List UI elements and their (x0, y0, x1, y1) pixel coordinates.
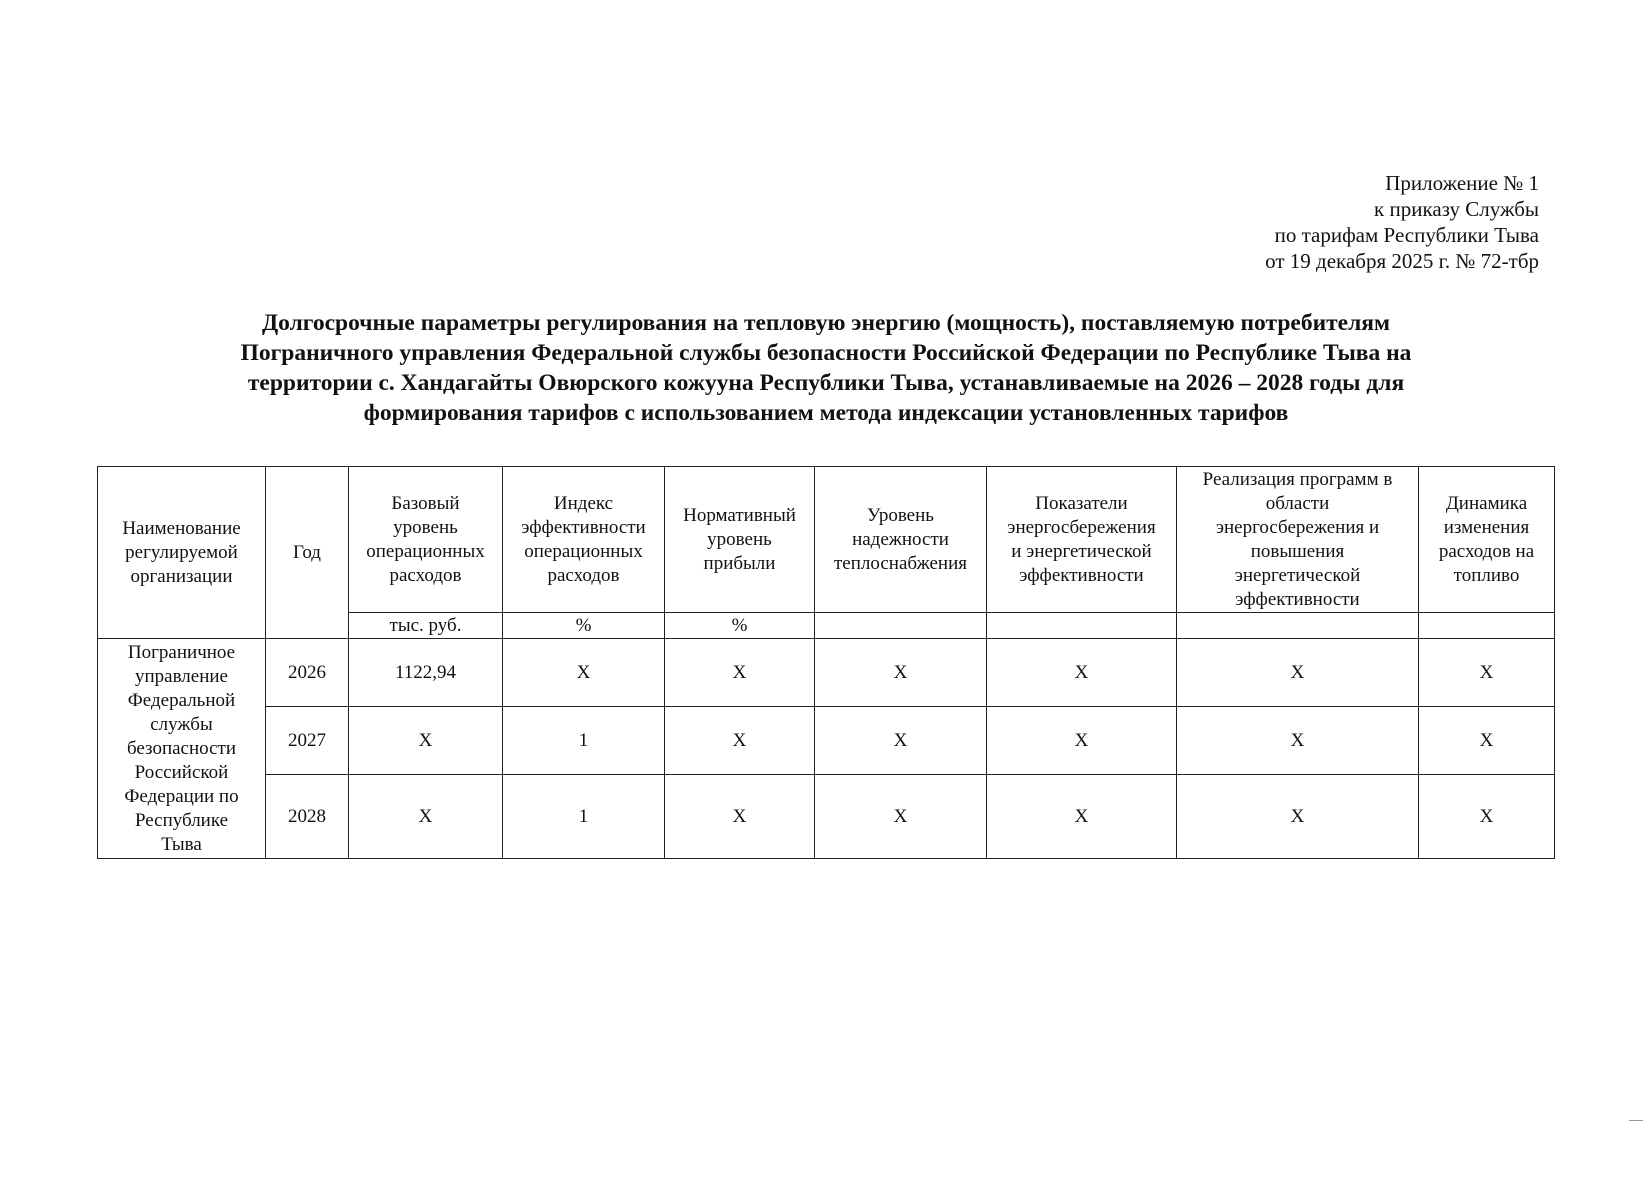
cell-line: Нормативный (683, 504, 796, 526)
cell-line: изменения (1443, 516, 1530, 538)
cell-programs: X (1177, 775, 1419, 859)
cell-line: Федерации по (124, 785, 239, 807)
cell-profit-level: X (665, 707, 815, 775)
cell-line: управление (134, 665, 228, 687)
document-title (100, 308, 1552, 428)
header-fuel-dynamics (1419, 467, 1555, 613)
cell-line: Федеральной (127, 689, 236, 711)
unit-efficiency-index: % (503, 613, 665, 639)
cell-line: Уровень (867, 504, 934, 526)
cell-year: 2028 (266, 775, 349, 859)
cell-line: Индекс (553, 492, 614, 514)
cell-line: регулируемой (125, 541, 238, 563)
cell-reliability: X (815, 639, 987, 707)
header-base-opex (349, 467, 503, 613)
cell-line: топливо (1453, 564, 1520, 586)
header-org (98, 467, 266, 639)
cell-fuel-dynamics: X (1419, 639, 1555, 707)
cell-line: эффективности (1019, 564, 1144, 586)
cell-line: уровень (393, 516, 458, 538)
unit-reliability (815, 613, 987, 639)
cell-line: надежности (852, 528, 949, 550)
cell-fuel-dynamics: X (1419, 775, 1555, 859)
cell-efficiency-index: 1 (503, 775, 665, 859)
cell-fuel-dynamics: X (1419, 707, 1555, 775)
cell-line: Год (293, 541, 321, 563)
cell-line: теплоснабжения (834, 552, 967, 574)
cell-line: Пограничное (127, 641, 236, 663)
title-line-4: формирования тарифов с использованием метода индексации установленных тарифов (363, 400, 1289, 426)
organization-name (98, 639, 266, 859)
cell-year: 2026 (266, 639, 349, 707)
header-row (98, 467, 1555, 613)
cell-line: Динамика (1445, 492, 1528, 514)
cell-line: Тыва (161, 833, 202, 855)
cell-profit-level: X (665, 775, 815, 859)
header-energy-indicators (987, 467, 1177, 613)
cell-line: операционных (524, 540, 643, 562)
cell-line: области (1265, 492, 1330, 514)
title-line-3: территории с. Хандагайты Овюрского кожууна Республики Тыва, устанавливаемые на 2026 – 2028 годы для (247, 370, 1405, 396)
cell-base-opex: X (349, 775, 503, 859)
appendix-order: к приказу Службы (1374, 197, 1539, 221)
cell-line: службы (150, 713, 213, 735)
header-reliability (815, 467, 987, 613)
unit-fuel-dynamics (1419, 613, 1555, 639)
cell-line: и энергетической (1011, 540, 1152, 562)
header-efficiency-index (503, 467, 665, 613)
cell-programs: X (1177, 639, 1419, 707)
header-profit-level (665, 467, 815, 613)
title-line-2: Пограничного управления Федеральной службы безопасности Российской Федерации по Республике Тыва на (240, 340, 1412, 366)
cell-line: Наименование (122, 517, 241, 539)
header-year (266, 467, 349, 639)
edge-mark (1629, 1120, 1643, 1121)
cell-line: расходов (389, 564, 462, 586)
header-programs (1177, 467, 1419, 613)
cell-line: операционных (366, 540, 485, 562)
cell-line: Республике (134, 809, 229, 831)
appendix-service: по тарифам Республики Тыва (1274, 223, 1539, 247)
cell-efficiency-index: 1 (503, 707, 665, 775)
cell-line: энергосбережения (1007, 516, 1156, 538)
cell-energy-indicators: X (987, 707, 1177, 775)
table-row (98, 775, 1555, 859)
table-row (98, 639, 1555, 707)
unit-programs (1177, 613, 1419, 639)
cell-year: 2027 (266, 707, 349, 775)
cell-line: Показатели (1035, 492, 1128, 514)
cell-line: безопасности (126, 737, 237, 759)
title-line-1: Долгосрочные параметры регулирования на тепловую энергию (мощность), поставляемую потребителям (262, 310, 1390, 336)
cell-line: эффективности (521, 516, 646, 538)
cell-energy-indicators: X (987, 639, 1177, 707)
cell-line: Реализация программ в (1202, 468, 1393, 490)
unit-profit-level: % (665, 613, 815, 639)
unit-energy-indicators (987, 613, 1177, 639)
cell-line: Базовый (391, 492, 460, 514)
unit-base-opex: тыс. руб. (349, 613, 503, 639)
cell-profit-level: X (665, 639, 815, 707)
cell-line: эффективности (1235, 588, 1360, 610)
cell-line: расходов (547, 564, 620, 586)
appendix-number: Приложение № 1 (1385, 171, 1539, 195)
cell-line: энергетической (1234, 564, 1361, 586)
cell-line: повышения (1250, 540, 1345, 562)
cell-energy-indicators: X (987, 775, 1177, 859)
cell-line: уровень (707, 528, 772, 550)
appendix-date: от 19 декабря 2025 г. № 72-тбр (1265, 249, 1539, 273)
table-row (98, 707, 1555, 775)
cell-reliability: X (815, 775, 987, 859)
cell-line: расходов на (1438, 540, 1535, 562)
cell-line: энергосбережения и (1215, 516, 1380, 538)
cell-line: Российской (134, 761, 229, 783)
cell-line: организации (130, 565, 233, 587)
cell-programs: X (1177, 707, 1419, 775)
cell-efficiency-index: X (503, 639, 665, 707)
cell-line: прибыли (703, 552, 776, 574)
cell-base-opex: 1122,94 (349, 639, 503, 707)
parameters-table (97, 466, 1555, 859)
cell-base-opex: X (349, 707, 503, 775)
cell-reliability: X (815, 707, 987, 775)
appendix-block (1265, 170, 1539, 274)
